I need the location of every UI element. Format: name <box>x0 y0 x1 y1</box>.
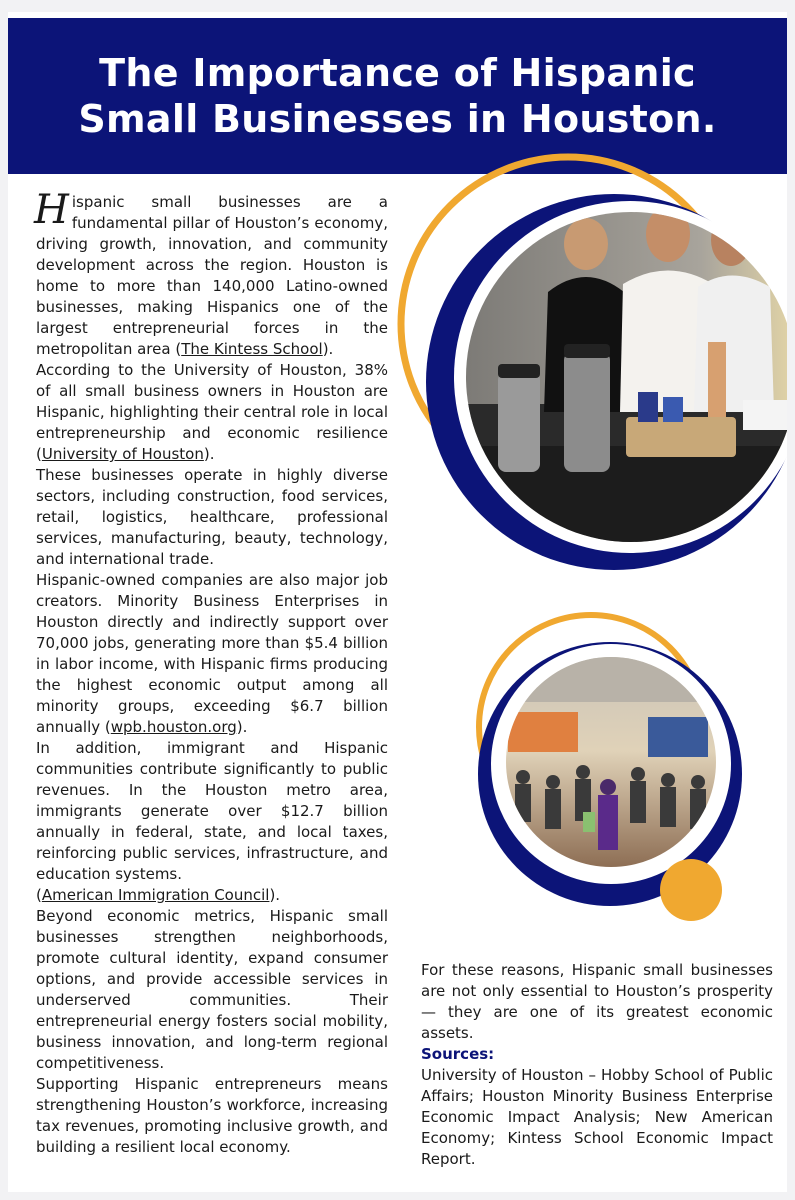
intro-text-end: ). <box>322 340 334 358</box>
paragraph-jobs-text: Hispanic-owned companies are also major job creators. Minority Business Enterprises in Houston directly and indirectly support over 70,000 jobs, generating more than $5.4 billion in labor income, with Hispanic firms producing the highest economic output among all minority groups, exceeding $6.7 billion annually ( <box>36 571 388 736</box>
paragraph-jobs-end: ). <box>236 718 248 736</box>
paragraph-jobs <box>36 570 388 738</box>
paragraph-aic-end: ). <box>269 886 281 904</box>
intro-paragraph <box>34 187 388 360</box>
page-title: The Importance of Hispanic Small Businesses in Houston. <box>78 51 717 141</box>
link-wpb-houston[interactable]: wpb.houston.org <box>110 718 237 736</box>
link-american-immigration-council[interactable]: American Immigration Council <box>41 886 270 904</box>
paragraph-aic-open: ( <box>36 886 42 904</box>
paragraph-aic <box>36 885 388 906</box>
paragraph-uh-end: ). <box>203 445 215 463</box>
conclusion-block <box>421 960 773 1170</box>
conclusion-paragraph: For these reasons, Hispanic small businesses are not only essential to Houston’s prosperity — they are one of its greatest economic assets. <box>421 961 773 1042</box>
paragraph-uh-text: According to the University of Houston, 38% of all small business owners in Houston are Hispanic, highlighting their central role in local entrepreneurship and economic resilience ( <box>36 361 388 463</box>
main-article <box>34 187 388 1158</box>
paragraph-support: Supporting Hispanic entrepreneurs means strengthening Houston’s workforce, increasing tax revenues, promoting inclusive growth, and building a resilient local economy. <box>36 1075 388 1156</box>
drop-cap: H <box>34 187 69 233</box>
paragraph-sectors: These businesses operate in highly diverse sectors, including construction, food services, retail, logistics, healthcare, professional services, manufacturing, beauty, technology, and international trade. <box>36 466 388 568</box>
paragraph-uh <box>36 360 388 465</box>
link-kintess-school[interactable]: The Kintess School <box>181 340 323 358</box>
paragraph-revenues: In addition, immigrant and Hispanic communities contribute significantly to public revenues. In the Houston metro area, immigrants generate over $12.7 billion annually in federal, state, and local taxes, reinforcing public services, infrastructure, and education systems. <box>36 739 388 883</box>
intro-text: ispanic small businesses are a fundamental pillar of Houston’s economy, driving growth, innovation, and community development across the region. Houston is home to more than 140,000 Latino-owned businesses, making Hispanics one of the largest entrepreneurial forces in the metropolitan area ( <box>36 193 388 358</box>
sources-list: University of Houston – Hobby School of Public Affairs; Houston Minority Business Enterprise Economic Impact Analysis; New American Economy; Kintess School Economic Impact Report. <box>421 1066 773 1168</box>
flyer-page <box>8 12 787 1192</box>
gold-dot-accent <box>660 859 722 921</box>
paragraph-community: Beyond economic metrics, Hispanic small businesses strengthen neighborhoods, promote cultural identity, expand consumer options, and provide accessible services in underserved communities. Their entrepreneurial energy fosters social mobility, business innovation, and long-term regional competitiveness. <box>36 907 388 1072</box>
link-university-of-houston[interactable]: University of Houston <box>41 445 204 463</box>
sources-heading: Sources: <box>421 1045 495 1063</box>
